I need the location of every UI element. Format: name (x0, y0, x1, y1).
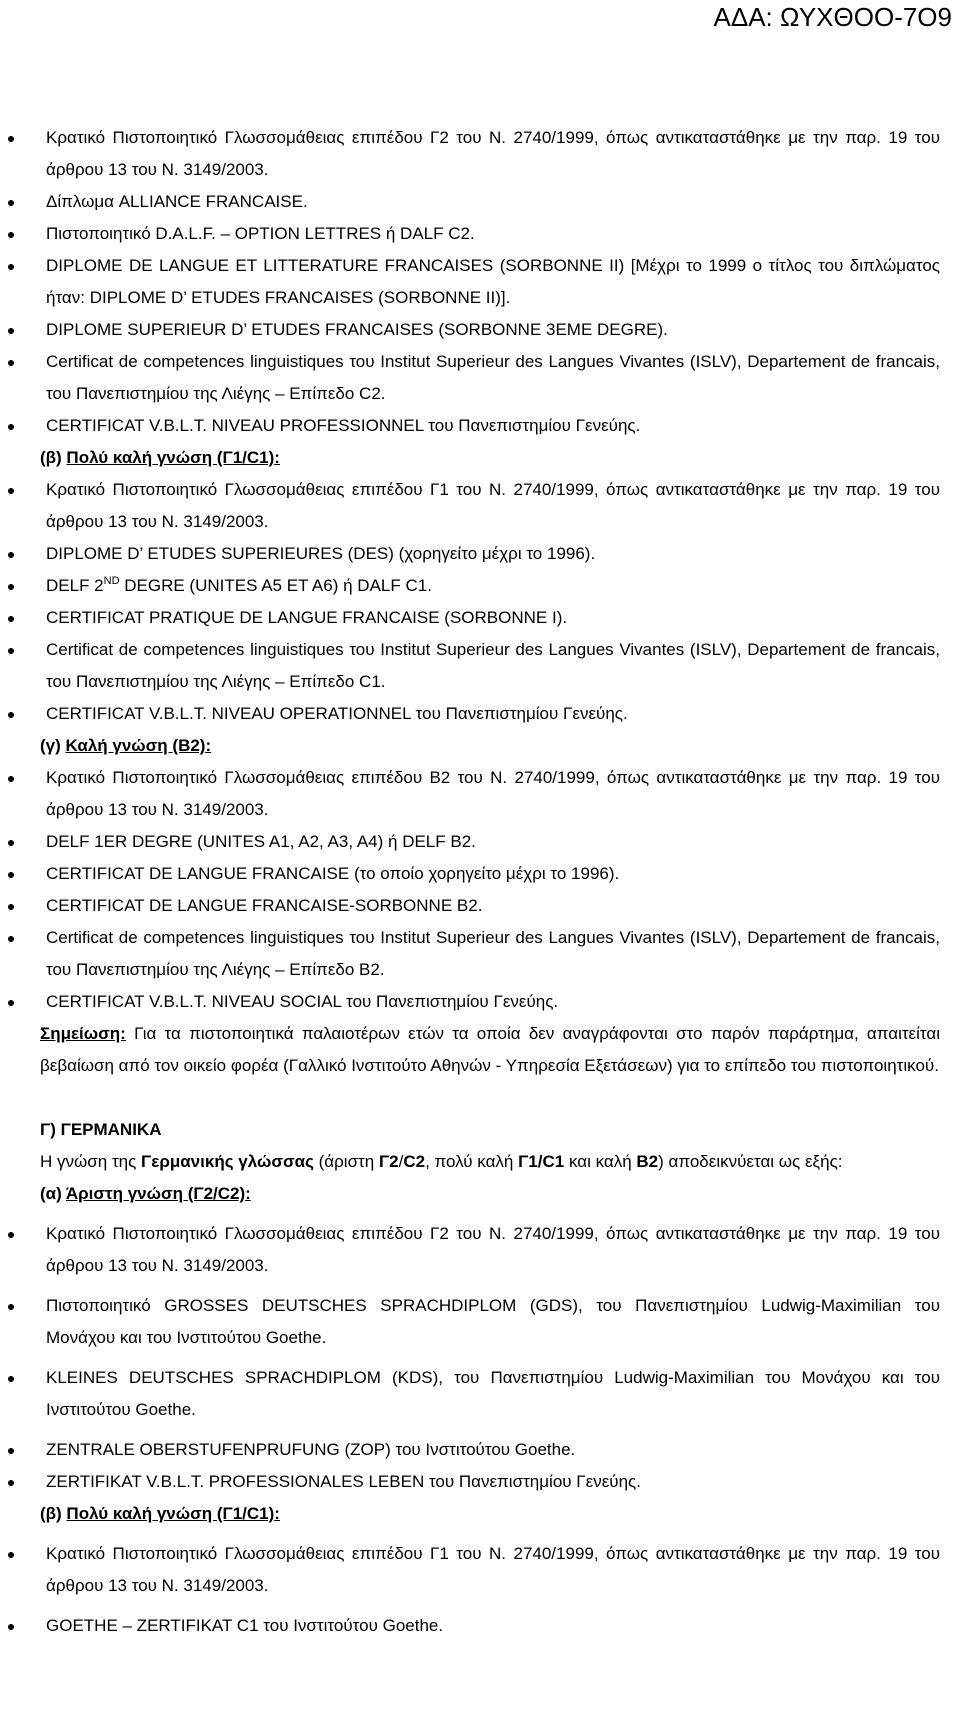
document-body (40, 122, 940, 1642)
list-item: Κρατικό Πιστοποιητικό Γλωσσομάθειας επιπέδου Γ1 του Ν. 2740/1999, όπως αντικαταστάθηκε με την παρ. 19 του άρθρου 13 του Ν. 3149/2003. (40, 474, 940, 538)
list-item: Certificat de competences linguistiques του Institut Superieur des Langues Vivantes (ISLV), Departement de francais, του Πανεπιστημίου της Λιέγης – Επίπεδο B2. (40, 922, 940, 986)
bullet-icon (8, 1480, 14, 1486)
list-item: Κρατικό Πιστοποιητικό Γλωσσομάθειας επιπέδου Γ2 του Ν. 2740/1999, όπως αντικαταστάθηκε με την παρ. 19 του άρθρου 13 του Ν. 3149/2003. (40, 122, 940, 186)
bullet-icon (8, 1232, 14, 1238)
bullet-icon (8, 840, 14, 846)
bullet-icon (8, 264, 14, 270)
list-item: DELF 1ER DEGRE (UNITES A1, A2, A3, A4) ή DELF B2. (40, 826, 940, 858)
list-item: Πιστοποιητικό D.A.L.F. – OPTION LETTRES ή DALF C2. (40, 218, 940, 250)
list-item: CERTIFICAT PRATIQUE DE LANGUE FRANCAISE (SORBONNE I). (40, 602, 940, 634)
note-paragraph: Σημείωση: Για τα πιστοποιητικά παλαιοτέρων ετών τα οποία δεν αναγράφονται στο παρόν παράρτημα, απαιτείται βεβαίωση από τον οικείο φορέα (Γαλλικό Ινστιτούτο Αθηνών - Υπηρεσία Εξετάσεων) για το επίπεδο του πιστοποιητικού. (40, 1024, 940, 1075)
bullet-icon (8, 360, 14, 366)
list-item: CERTIFICAT DE LANGUE FRANCAISE-SORBONNE B2. (40, 890, 940, 922)
bullet-icon (8, 584, 14, 590)
list-item: KLEINES DEUTSCHES SPRACHDIPLOM (KDS), του Πανεπιστημίου Ludwig-Maximilian του Μονάχου και του Ινστιτούτου Goethe. (40, 1362, 940, 1426)
list-item: CERTIFICAT V.B.L.T. NIVEAU OPERATIONNEL του Πανεπιστημίου Γενεύης. (40, 698, 940, 730)
list-item: GOETHE – ZERTIFIKAT C1 του Ινστιτούτου Goethe. (40, 1610, 940, 1642)
list-item: ZERTIFIKAT V.B.L.T. PROFESSIONALES LEBEN του Πανεπιστημίου Γενεύης. (40, 1466, 940, 1498)
bullet-icon (8, 424, 14, 430)
german-excellent-list (40, 1218, 940, 1498)
list-item: CERTIFICAT DE LANGUE FRANCAISE (το οποίο χορηγείτο μέχρι το 1996). (40, 858, 940, 890)
list-item: DIPLOME SUPERIEUR D’ ETUDES FRANCAISES (SORBONNE 3EME DEGRE). (40, 314, 940, 346)
german-very-good-heading: (β) Πολύ καλή γνώση (Γ1/C1): (40, 1504, 280, 1523)
list-item: DELF 2ND DEGRE (UNITES A5 ET A6) ή DALF C1. (40, 570, 940, 602)
list-item: Πιστοποιητικό GROSSES DEUTSCHES SPRACHDIPLOM (GDS), του Πανεπιστημίου Ludwig-Maximilian του Μονάχου και του Ινστιτούτου Goethe. (40, 1290, 940, 1354)
list-item: Certificat de competences linguistiques του Institut Superieur des Langues Vivantes (ISLV), Departement de francais, του Πανεπιστημίου της Λιέγης – Επίπεδο C2. (40, 346, 940, 410)
list-item: Δίπλωμα ALLIANCE FRANCAISE. (40, 186, 940, 218)
german-very-good-list (40, 1538, 940, 1642)
bullet-icon (8, 872, 14, 878)
bullet-icon (8, 936, 14, 942)
german-section-heading: Γ) ΓΕΡΜΑΝΙΚΑ (40, 1120, 162, 1139)
list-item: Κρατικό Πιστοποιητικό Γλωσσομάθειας επιπέδου Γ1 του Ν. 2740/1999, όπως αντικαταστάθηκε με την παρ. 19 του άρθρου 13 του Ν. 3149/2003. (40, 1538, 940, 1602)
list-item: Κρατικό Πιστοποιητικό Γλωσσομάθειας επιπέδου Β2 του Ν. 2740/1999, όπως αντικαταστάθηκε με την παρ. 19 του άρθρου 13 του Ν. 3149/2003. (40, 762, 940, 826)
bullet-icon (8, 1376, 14, 1382)
german-intro: Η γνώση της Γερμανικής γλώσσας (άριστη Γ2/C2, πολύ καλή Γ1/C1 και καλή Β2) αποδεικνύεται ως εξής: (40, 1152, 843, 1171)
list-item: Κρατικό Πιστοποιητικό Γλωσσομάθειας επιπέδου Γ2 του Ν. 2740/1999, όπως αντικαταστάθηκε με την παρ. 19 του άρθρου 13 του Ν. 3149/2003. (40, 1218, 940, 1282)
german-excellent-heading: (α) Άριστη γνώση (Γ2/C2): (40, 1184, 251, 1203)
bullet-icon (8, 1000, 14, 1006)
list-item: DIPLOME D’ ETUDES SUPERIEURES (DES) (χορηγείτο μέχρι το 1996). (40, 538, 940, 570)
list-item: CERTIFICAT V.B.L.T. NIVEAU SOCIAL του Πανεπιστημίου Γενεύης. (40, 986, 940, 1018)
list-item: ZENTRALE OBERSTUFENPRUFUNG (ZOP) του Ινστιτούτου Goethe. (40, 1434, 940, 1466)
bullet-icon (8, 200, 14, 206)
french-good-heading: (γ) Καλή γνώση (Β2): (40, 736, 212, 755)
french-very-good-list (40, 474, 940, 730)
bullet-icon (8, 232, 14, 238)
list-item: DIPLOME DE LANGUE ET LITTERATURE FRANCAISES (SORBONNE II) [Μέχρι το 1999 ο τίτλος του διπλώματος ήταν: DIPLOME D’ ETUDES FRANCAISES (SORBONNE II)]. (40, 250, 940, 314)
list-item: Certificat de competences linguistiques του Institut Superieur des Langues Vivantes (ISLV), Departement de francais, του Πανεπιστημίου της Λιέγης – Επίπεδο C1. (40, 634, 940, 698)
bullet-icon (8, 136, 14, 142)
list-item: CERTIFICAT V.B.L.T. NIVEAU PROFESSIONNEL του Πανεπιστημίου Γενεύης. (40, 410, 940, 442)
bullet-icon (8, 712, 14, 718)
bullet-icon (8, 1304, 14, 1310)
bullet-icon (8, 328, 14, 334)
bullet-icon (8, 904, 14, 910)
bullet-icon (8, 776, 14, 782)
bullet-icon (8, 616, 14, 622)
bullet-icon (8, 1448, 14, 1454)
bullet-icon (8, 488, 14, 494)
bullet-icon (8, 1624, 14, 1630)
ada-code: ΑΔΑ: ΩΥΧΘΟΟ-7Ο9 (713, 2, 952, 32)
french-excellent-list (40, 122, 940, 442)
bullet-icon (8, 552, 14, 558)
french-very-good-heading: (β) Πολύ καλή γνώση (Γ1/C1): (40, 448, 280, 467)
french-good-list (40, 762, 940, 1018)
bullet-icon (8, 648, 14, 654)
bullet-icon (8, 1552, 14, 1558)
